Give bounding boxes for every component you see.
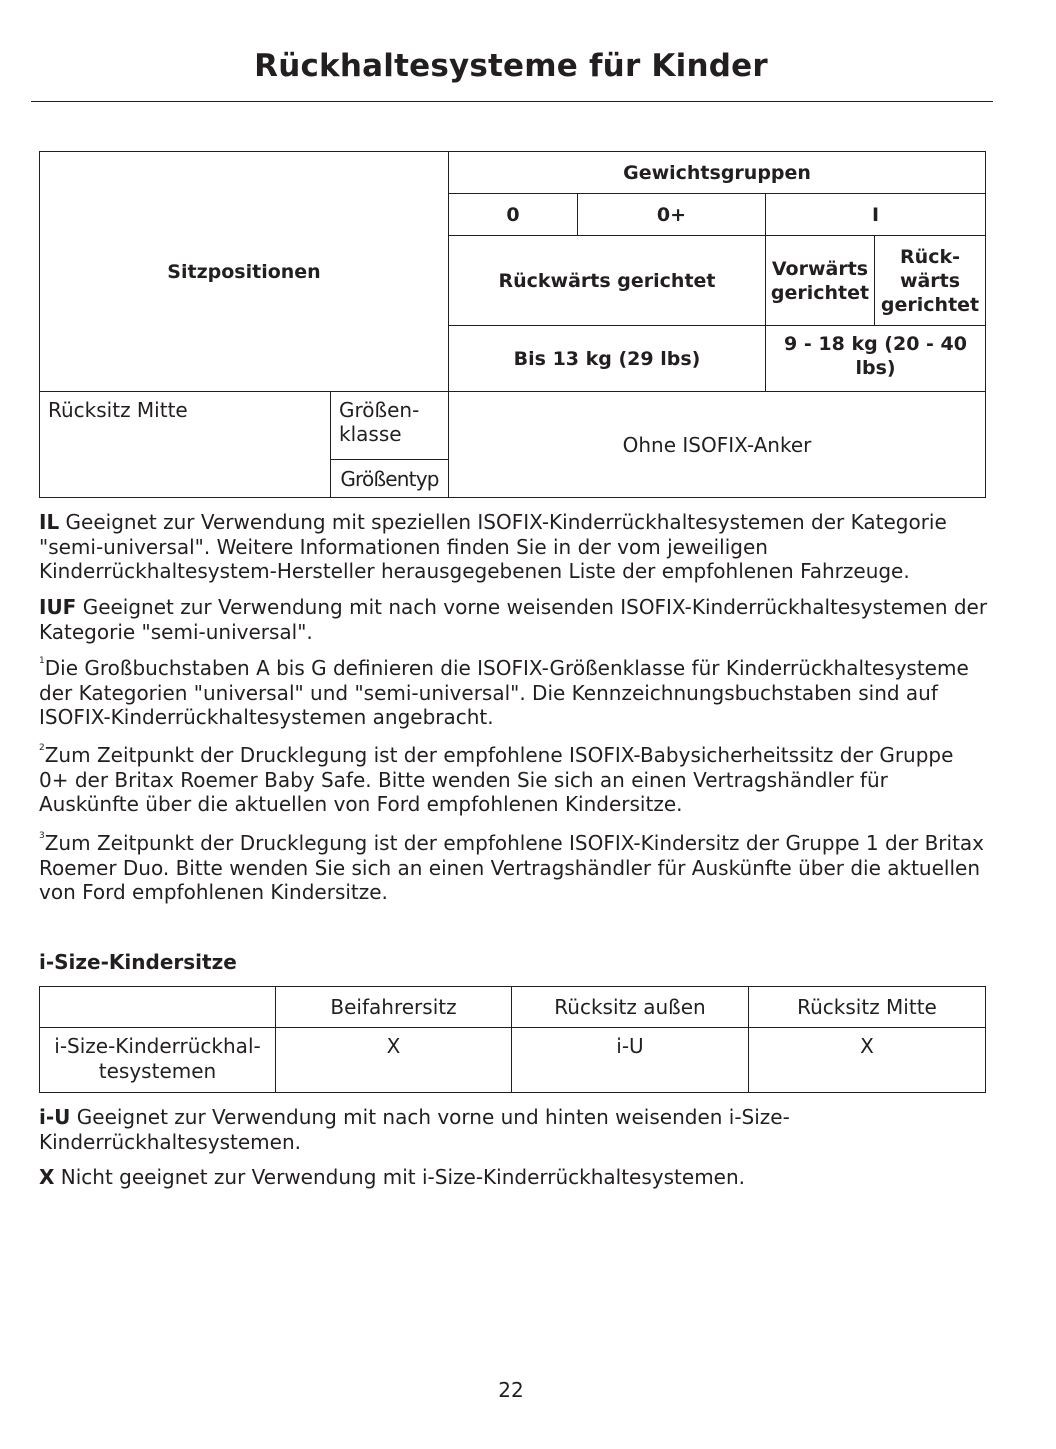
isize-col-passenger: Beifahrersitz [276, 987, 512, 1028]
footnote-3 [39, 831, 989, 905]
weight-range-1: 9 - 18 kg (20 - 40 lbs) [766, 326, 986, 392]
footnote-2-mark: 2 [39, 743, 45, 753]
note-iuf-key: IUF [39, 595, 77, 619]
seat-rear-middle: Rücksitz Mitte [40, 392, 331, 498]
footnote-1-text: Die Großbuchstaben A bis G definieren die ISOFIX-Größenklasse für Kinderrückhaltesysteme der Kategorien "universal" und "semi-universal". Die Kennzeichnungsbuchstaben sind auf ISOFIX-Kinderrückhaltesystemen angebracht. [39, 656, 969, 729]
isize-row-label: i-Size-Kinderrückhal-tesystemen [40, 1028, 276, 1093]
isize-col-rear-outer: Rücksitz außen [512, 987, 749, 1028]
note-iu-key: i-U [39, 1105, 71, 1129]
title-divider [31, 101, 993, 102]
note-iu-text: Geeignet zur Verwendung mit nach vorne und hinten weisenden i-Size-Kinderrückhaltesystemen. [39, 1105, 790, 1154]
page-title: Rückhaltesysteme für Kinder [254, 48, 768, 84]
group-0plus-header: 0+ [578, 194, 766, 236]
note-x-text: Nicht geeignet zur Verwendung mit i-Size-Kinderrückhaltesystemen. [54, 1165, 746, 1189]
isofix-value: Ohne ISOFIX-Anker [449, 392, 986, 498]
isize-value-rear-middle: X [749, 1028, 986, 1093]
weight-groups-header: Gewichtsgruppen [449, 152, 986, 194]
note-il-key: IL [39, 510, 60, 534]
footnote-3-text: Zum Zeitpunkt der Drucklegung ist der empfohlene ISOFIX-Kindersitz der Gruppe 1 der Britax Roemer Duo. Bitte wenden Sie sich an einen Vertragshändler für Auskünfte über die aktuellen von Ford empfohlenen Kindersitze. [39, 831, 985, 904]
isize-value-rear-outer: i-U [512, 1028, 749, 1093]
note-iuf-text: Geeignet zur Verwendung mit nach vorne weisenden ISOFIX-Kinderrückhaltesystemen der Kategorie "semi-universal". [39, 595, 988, 644]
page-number: 22 [498, 1378, 524, 1402]
isize-value-passenger: X [276, 1028, 512, 1093]
size-class-label: Größen-klasse [331, 392, 449, 460]
note-iu [39, 1105, 799, 1154]
isofix-table [39, 151, 986, 498]
note-il [39, 510, 989, 584]
rearward-facing-header: Rückwärts gerichtet [449, 236, 766, 326]
isize-col-rear-middle: Rücksitz Mitte [749, 987, 986, 1028]
isize-table [39, 986, 986, 1093]
note-x [39, 1165, 989, 1190]
weight-range-0: Bis 13 kg (29 lbs) [449, 326, 766, 392]
group-1-header: I [766, 194, 986, 236]
footnote-1 [39, 656, 989, 730]
footnote-3-mark: 3 [39, 831, 45, 841]
isize-col-empty [40, 987, 276, 1028]
forward-facing-header: Vorwärts gerichtet [766, 236, 875, 326]
footnote-1-mark: 1 [39, 656, 45, 666]
note-x-key: X [39, 1165, 55, 1189]
footnote-2-text: Zum Zeitpunkt der Drucklegung ist der empfohlene ISOFIX-Babysicherheitssitz der Gruppe 0+ der Britax Roemer Baby Safe. Bitte wenden Sie sich an einen Vertragshändler für Auskünfte über die aktuellen von Ford empfohlenen Kindersitze. [39, 743, 954, 816]
rearward-facing-short-header: Rück-wärts gerichtet [875, 236, 986, 326]
isize-heading: i-Size-Kindersitze [39, 950, 237, 974]
group-0-header: 0 [449, 194, 578, 236]
footnote-2 [39, 743, 989, 817]
note-il-text: Geeignet zur Verwendung mit speziellen ISOFIX-Kinderrückhaltesystemen der Kategorie "semi-universal". Weitere Informationen finden Sie in der vom jeweiligen Kinderrückhaltesystem-Hersteller herausgegebenen Liste der empfohlenen Fahrzeuge. [39, 510, 947, 583]
size-type-label: Größentyp [331, 460, 449, 498]
note-iuf [39, 595, 989, 644]
seat-positions-header: Sitzpositionen [40, 152, 449, 392]
